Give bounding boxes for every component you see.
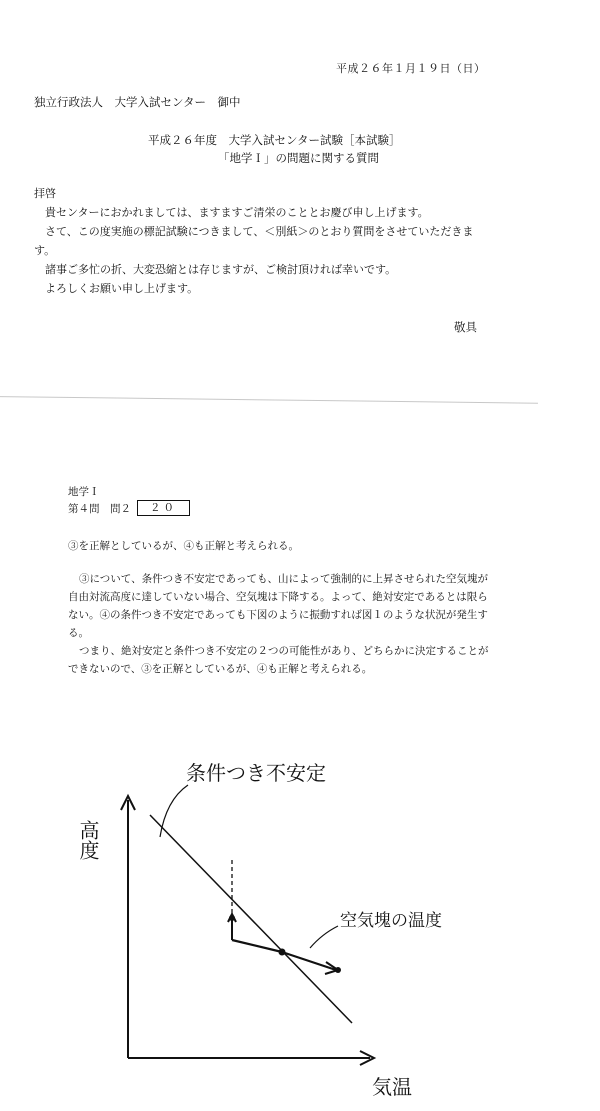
explanation-line: ない。④の条件つき不安定であっても下図のように振動すれば図１のような状況が発生す — [68, 609, 488, 621]
letter-paragraph: す。 — [34, 244, 56, 257]
letter-paragraph: 貴センターにおかれましては、ますますご清栄のこととお慶び申し上げます。 — [45, 206, 429, 219]
parcel-label: 空気塊の温度 — [340, 911, 442, 931]
letter-paragraph: よろしくお願い申し上げます。 — [45, 282, 199, 295]
parcel-segment — [232, 940, 282, 952]
explanation-line: 自由対流高度に達していない場合、空気塊は下降する。よって、絶対安定であるとは限ら — [68, 591, 488, 603]
question-lead: ③を正解としているが、④も正解と考えられる。 — [68, 540, 299, 552]
question-line — [68, 500, 190, 516]
answer-box: ２０ — [137, 500, 190, 516]
letter-date: 平成２６年１月１９日（日） — [336, 62, 486, 75]
parcel-label-pointer — [310, 926, 338, 948]
letter-body — [34, 184, 554, 298]
explanation — [68, 570, 568, 678]
letter-paragraph: さて、この度実施の標記試験につきまして、＜別紙＞のとおり質問をさせていただきま — [45, 225, 474, 238]
lapse-rate-line — [150, 815, 352, 1023]
explanation-line: つまり、絶対安定と条件つき不安定の２つの可能性があり、どちらかに決定することが — [79, 645, 489, 657]
curve-label: 条件つき不安定 — [186, 761, 326, 785]
letter-paragraph: 諸事ご多忙の折、大変恐縮とは存じますが、ご検討頂ければ幸いです。 — [45, 263, 397, 276]
page-divider — [0, 396, 538, 404]
letter-title: 平成２６年度 大学入試センター試験［本試験］ — [148, 133, 401, 147]
letter-subtitle: 「地学Ｉ」の問題に関する質問 — [218, 151, 379, 165]
explanation-line: できないので、③を正解としているが、④も正解と考えられる。 — [68, 663, 373, 675]
opening-salutation: 拝啓 — [34, 187, 56, 200]
y-axis-label: 高度 — [76, 820, 100, 860]
parcel-end-point — [335, 967, 341, 973]
intersection-point — [279, 949, 286, 956]
parcel-segment — [282, 952, 336, 970]
explanation-line: ③について、条件つき不安定であっても、山によって強制的に上昇させられた空気塊が — [79, 573, 488, 585]
explanation-line: る。 — [68, 627, 89, 639]
parcel-point — [229, 915, 235, 921]
subject-label: 地学Ｉ — [68, 486, 100, 498]
x-axis-label: 気温 — [372, 1075, 412, 1099]
question-number: 第４問 問２ — [68, 502, 131, 515]
recipient: 独立行政法人 大学入試センター 御中 — [34, 95, 241, 109]
closing-salutation: 敬具 — [454, 320, 477, 334]
stability-diagram — [0, 690, 600, 1111]
